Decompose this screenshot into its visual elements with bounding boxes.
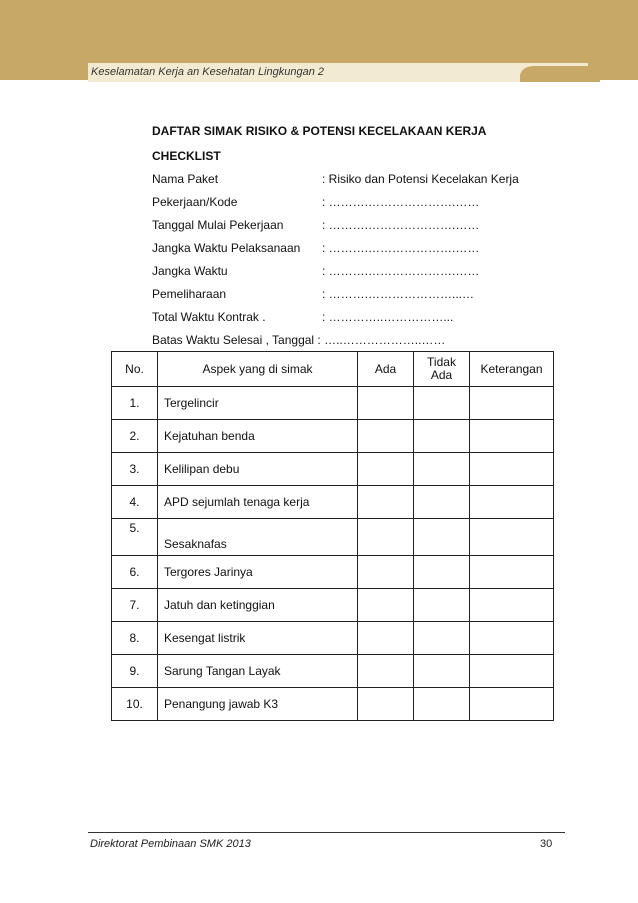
row-aspect: Tergores Jarinya bbox=[158, 556, 358, 589]
keterangan-cell[interactable] bbox=[470, 688, 554, 721]
row-aspect: Sesaknafas bbox=[158, 519, 358, 556]
tidak-ada-cell[interactable] bbox=[414, 519, 470, 556]
row-number: 8. bbox=[112, 622, 158, 655]
keterangan-cell[interactable] bbox=[470, 453, 554, 486]
row-aspect: APD sejumlah tenaga kerja bbox=[158, 486, 358, 519]
header-no: No. bbox=[112, 352, 158, 387]
ada-cell[interactable] bbox=[358, 519, 414, 556]
row-number: 2. bbox=[112, 420, 158, 453]
field-label: Pekerjaan/Kode bbox=[152, 195, 238, 209]
row-aspect: Tergelincir bbox=[158, 387, 358, 420]
document-title: DAFTAR SIMAK RISIKO & POTENSI KECELAKAAN KERJA bbox=[152, 124, 487, 138]
tidak-ada-cell[interactable] bbox=[414, 589, 470, 622]
field-pekerjaan-kode bbox=[152, 195, 486, 218]
header-tidak-ada bbox=[414, 352, 470, 387]
field-value: : ……….…………………...… bbox=[322, 287, 475, 301]
table-row bbox=[112, 688, 554, 721]
row-number: 6. bbox=[112, 556, 158, 589]
tidak-ada-cell[interactable] bbox=[414, 688, 470, 721]
field-value: : ……….………………….…… bbox=[322, 195, 480, 209]
table-row bbox=[112, 622, 554, 655]
tidak-ada-cell[interactable] bbox=[414, 486, 470, 519]
row-aspect: Jatuh dan ketinggian bbox=[158, 589, 358, 622]
checklist-table bbox=[111, 351, 554, 721]
field-pemeliharaan bbox=[152, 287, 486, 310]
header-tidak-ada-line1: Tidak bbox=[427, 355, 456, 369]
field-value: : ……….………………….…… bbox=[322, 264, 480, 278]
ada-cell[interactable] bbox=[358, 453, 414, 486]
ada-cell[interactable] bbox=[358, 556, 414, 589]
footer-publisher: Direktorat Pembinaan SMK 2013 bbox=[90, 838, 251, 850]
row-aspect: Kejatuhan benda bbox=[158, 420, 358, 453]
ada-cell[interactable] bbox=[358, 622, 414, 655]
tidak-ada-cell[interactable] bbox=[414, 622, 470, 655]
field-label: Tanggal Mulai Pekerjaan bbox=[152, 218, 284, 232]
keterangan-cell[interactable] bbox=[470, 486, 554, 519]
row-number: 7. bbox=[112, 589, 158, 622]
field-label: Pemeliharaan bbox=[152, 287, 227, 301]
deadline-line: Batas Waktu Selesai , Tanggal : …..………………..…… bbox=[152, 333, 446, 347]
field-value: : ……….………………….…… bbox=[322, 241, 480, 255]
row-aspect: Penangung jawab K3 bbox=[158, 688, 358, 721]
ada-cell[interactable] bbox=[358, 688, 414, 721]
keterangan-cell[interactable] bbox=[470, 519, 554, 556]
table-row bbox=[112, 486, 554, 519]
field-total-waktu-kontrak bbox=[152, 310, 486, 333]
header-aspect: Aspek yang di simak bbox=[158, 352, 358, 387]
table-row bbox=[112, 387, 554, 420]
field-label: Total Waktu Kontrak . bbox=[152, 310, 266, 324]
ada-cell[interactable] bbox=[358, 655, 414, 688]
keterangan-cell[interactable] bbox=[470, 655, 554, 688]
keterangan-cell[interactable] bbox=[470, 387, 554, 420]
table-row bbox=[112, 420, 554, 453]
document-subtitle: CHECKLIST bbox=[152, 149, 221, 163]
field-value: : ……….………………….…… bbox=[322, 218, 480, 232]
keterangan-cell[interactable] bbox=[470, 589, 554, 622]
field-jangka-waktu-pelaksanaan bbox=[152, 241, 486, 264]
keterangan-cell[interactable] bbox=[470, 622, 554, 655]
field-nama-paket bbox=[152, 172, 519, 195]
table-header-row bbox=[112, 352, 554, 387]
ada-cell[interactable] bbox=[358, 486, 414, 519]
field-value: : Risiko dan Potensi Kecelakan Kerja bbox=[322, 172, 519, 186]
keterangan-cell[interactable] bbox=[470, 420, 554, 453]
header-ada: Ada bbox=[358, 352, 414, 387]
page-number: 30 bbox=[540, 838, 553, 850]
field-tanggal-mulai bbox=[152, 218, 486, 241]
ada-cell[interactable] bbox=[358, 387, 414, 420]
ada-cell[interactable] bbox=[358, 589, 414, 622]
table-row bbox=[112, 556, 554, 589]
running-header-title: Keselamatan Kerja an Kesehatan Lingkungan 2 bbox=[91, 66, 325, 78]
row-number: 3. bbox=[112, 453, 158, 486]
row-number: 10. bbox=[112, 688, 158, 721]
header-decorative-curl bbox=[520, 66, 600, 82]
tidak-ada-cell[interactable] bbox=[414, 387, 470, 420]
table-row bbox=[112, 453, 554, 486]
tidak-ada-cell[interactable] bbox=[414, 556, 470, 589]
header-keterangan: Keterangan bbox=[470, 352, 554, 387]
field-label: Jangka Waktu Pelaksanaan bbox=[152, 241, 301, 255]
row-number: 9. bbox=[112, 655, 158, 688]
field-label: Jangka Waktu bbox=[152, 264, 228, 278]
tidak-ada-cell[interactable] bbox=[414, 420, 470, 453]
field-jangka-waktu bbox=[152, 264, 486, 287]
tidak-ada-cell[interactable] bbox=[414, 453, 470, 486]
header-tidak-ada-line2: Ada bbox=[430, 368, 453, 382]
keterangan-cell[interactable] bbox=[470, 556, 554, 589]
row-number: 5. bbox=[112, 519, 158, 556]
row-aspect: Sarung Tangan Layak bbox=[158, 655, 358, 688]
table-row bbox=[112, 519, 554, 556]
row-aspect: Kelilipan debu bbox=[158, 453, 358, 486]
footer-divider bbox=[88, 832, 565, 833]
field-label: Nama Paket bbox=[152, 172, 219, 186]
row-number: 1. bbox=[112, 387, 158, 420]
table-row bbox=[112, 589, 554, 622]
field-value: : …………..……………... bbox=[322, 310, 454, 324]
checklist-header-block bbox=[152, 124, 519, 356]
row-aspect: Kesengat listrik bbox=[158, 622, 358, 655]
ada-cell[interactable] bbox=[358, 420, 414, 453]
tidak-ada-cell[interactable] bbox=[414, 655, 470, 688]
row-number: 4. bbox=[112, 486, 158, 519]
table-row bbox=[112, 655, 554, 688]
